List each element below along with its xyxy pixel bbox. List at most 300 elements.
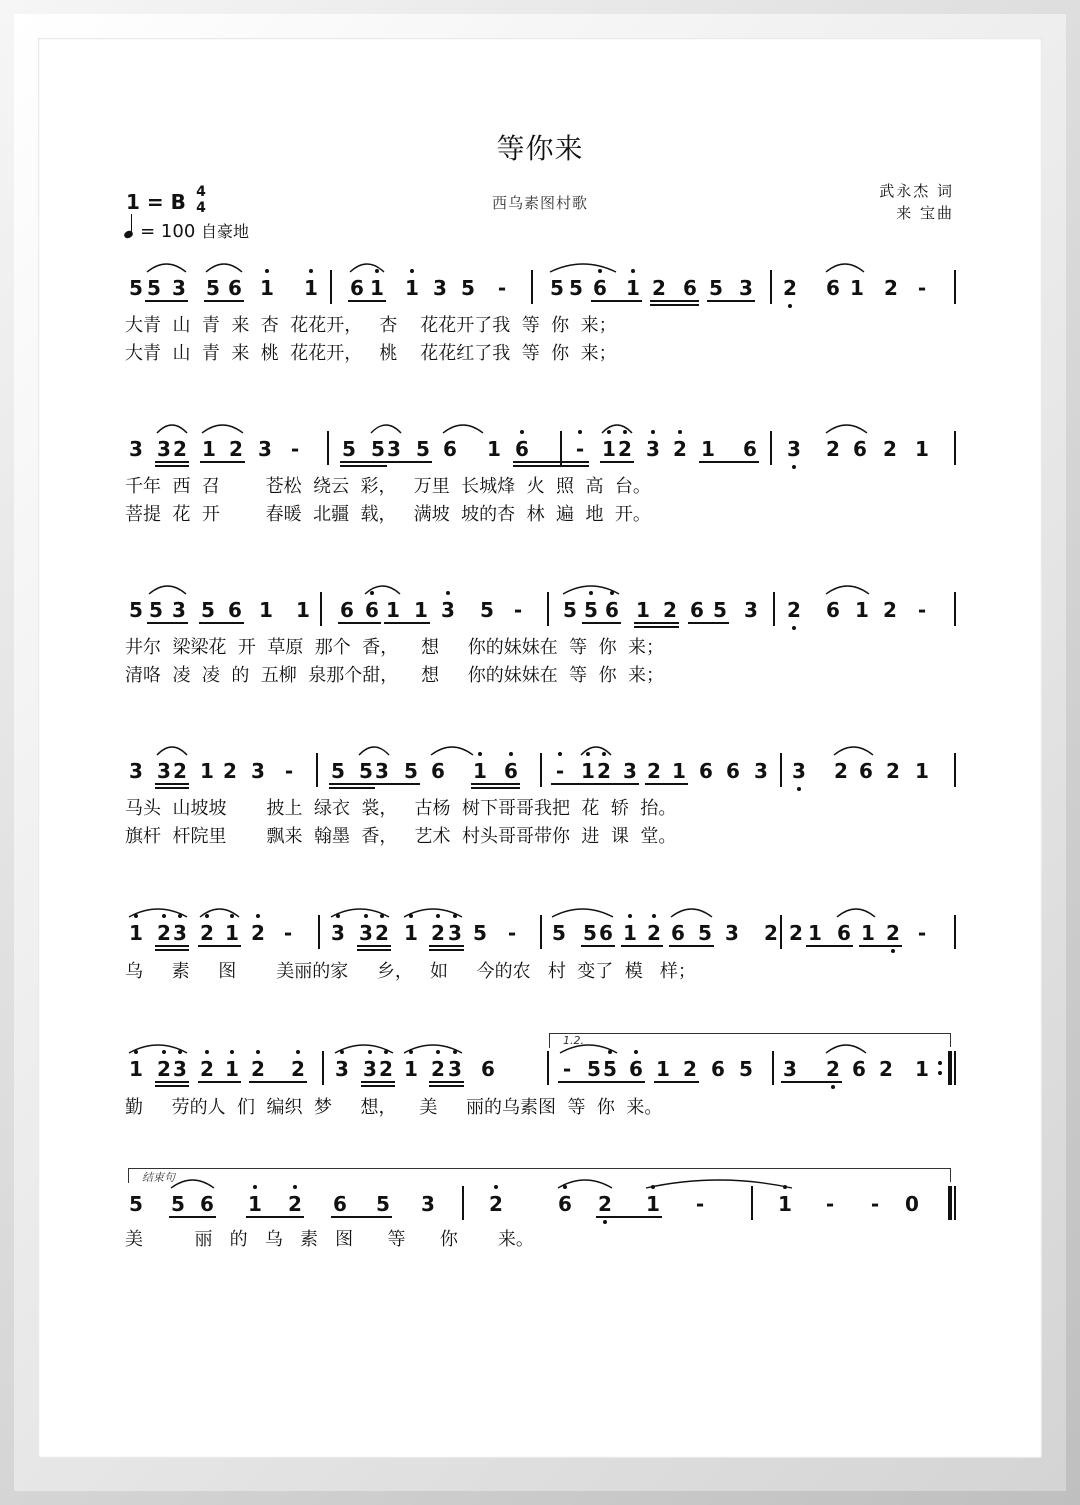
volta-bracket [549, 1033, 951, 1048]
rhythm-underline [429, 949, 464, 951]
lyric-line: 千年 西 召 苍松 绕云 彩， 万里 长城烽 火 照 高 台。 [125, 476, 651, 497]
note: 6 [556, 1192, 574, 1216]
note: 3 [251, 759, 265, 783]
slur-arc [824, 582, 871, 596]
note: 6 [699, 759, 713, 783]
note: 3 [129, 759, 143, 783]
rhythm-underline [338, 622, 381, 624]
note: 6 [599, 921, 613, 945]
note: 6 [826, 276, 840, 300]
barline [954, 753, 956, 787]
rhythm-underline [155, 945, 189, 947]
note: 6 [627, 1057, 645, 1081]
barline [540, 915, 542, 949]
barline [318, 915, 320, 949]
rhythm-underline [645, 783, 688, 785]
note: 2 [487, 1192, 505, 1216]
rhythm-underline [558, 1081, 603, 1083]
note: 6 [200, 1192, 214, 1216]
rhythm-underline [699, 461, 759, 463]
rhythm-underline [591, 300, 642, 302]
note: 2 [429, 921, 447, 945]
note: 1 [296, 598, 310, 622]
note: 5 [359, 759, 373, 783]
barline [954, 431, 956, 465]
rhythm-underline [384, 622, 430, 624]
lyric-line: 大青 山 青 来 桃 花花开， 桃 花花红了我 等 你 来； [125, 343, 617, 364]
rhythm-underline [596, 1216, 662, 1218]
rhythm-underline [669, 945, 714, 947]
high-octave-dot [253, 1185, 257, 1189]
note: - [571, 437, 589, 461]
volta-end [950, 1168, 951, 1182]
high-octave-dot [520, 430, 524, 434]
note: 1 [621, 921, 639, 945]
rhythm-underline [361, 1085, 395, 1087]
barline [751, 1186, 753, 1220]
note: 1 [258, 276, 276, 300]
note: 5 [206, 276, 220, 300]
high-octave-dot [446, 591, 450, 595]
volta-bracket [128, 1168, 951, 1183]
rhythm-underline [348, 300, 386, 302]
note: 3 [623, 759, 637, 783]
high-octave-dot [296, 1050, 300, 1054]
note: 6 [826, 598, 840, 622]
barline [780, 753, 782, 787]
note: 3 [157, 759, 171, 783]
note: - [551, 759, 569, 783]
note: 3 [171, 1057, 189, 1081]
rhythm-underline [331, 1216, 392, 1218]
note: 6 [683, 276, 697, 300]
rhythm-underline [688, 622, 729, 624]
note: 1 [656, 1057, 670, 1081]
note: 5 [416, 437, 430, 461]
note: 1 [861, 921, 875, 945]
note: 3 [739, 276, 753, 300]
note: 2 [595, 759, 613, 783]
note: 1 [624, 276, 642, 300]
note: - [917, 276, 927, 300]
note: 6 [711, 1057, 725, 1081]
high-octave-dot [652, 914, 656, 918]
note: 3 [785, 437, 803, 461]
low-octave-dot [792, 465, 796, 469]
note: 5 [709, 276, 723, 300]
note: 3 [754, 759, 768, 783]
note: 1 [259, 598, 273, 622]
slur-arc [329, 905, 391, 919]
rhythm-underline [249, 1081, 307, 1083]
note: 6 [690, 598, 704, 622]
slur-arc [669, 905, 714, 919]
note: 5 [331, 759, 345, 783]
note: 2 [824, 1057, 842, 1081]
rhythm-underline [373, 783, 420, 785]
note: 5 [171, 1192, 185, 1216]
repeat-dot [938, 1071, 942, 1075]
volta-end [950, 1033, 951, 1047]
note: - [917, 598, 927, 622]
note: 5 [569, 276, 583, 300]
note: 1 [127, 1057, 145, 1081]
composer-credit: 来 宝曲 [896, 204, 954, 222]
note: - [870, 1192, 880, 1216]
note: 1 [302, 276, 320, 300]
note: 1 [579, 759, 597, 783]
rhythm-underline [329, 787, 375, 789]
rhythm-underline [621, 945, 663, 947]
note: 6 [852, 1057, 866, 1081]
high-octave-dot [293, 1185, 297, 1189]
rhythm-underline [357, 945, 391, 947]
rhythm-underline [513, 461, 589, 463]
barline [954, 592, 956, 626]
rhythm-underline [155, 465, 189, 467]
note: 1 [223, 1057, 241, 1081]
barline [547, 1051, 549, 1085]
note: 5 [342, 437, 356, 461]
note: 3 [744, 598, 758, 622]
note: 5 [582, 598, 600, 622]
note: - [562, 1057, 572, 1081]
slur-arc [200, 421, 245, 435]
high-octave-dot [478, 752, 482, 756]
barline [954, 915, 956, 949]
rhythm-underline [600, 461, 634, 463]
note: 1 [127, 921, 145, 945]
barline [547, 592, 549, 626]
high-octave-dot [578, 430, 582, 434]
high-octave-dot [230, 1050, 234, 1054]
rhythm-underline [595, 783, 639, 785]
note: 1 [644, 1192, 662, 1216]
note: 6 [340, 598, 354, 622]
note: 5 [480, 598, 494, 622]
note: 2 [229, 437, 243, 461]
barline [780, 915, 782, 949]
slur-arc [127, 905, 189, 919]
barline [770, 270, 772, 304]
note: 2 [286, 1192, 304, 1216]
rhythm-underline [429, 1081, 464, 1083]
barline [322, 1051, 324, 1085]
note: 6 [481, 1057, 495, 1081]
note: 1 [855, 598, 869, 622]
note: 5 [201, 598, 215, 622]
note: 5 [698, 921, 712, 945]
slur-arc [363, 582, 402, 596]
note: 2 [789, 921, 803, 945]
note: 2 [223, 759, 237, 783]
rhythm-underline [147, 622, 188, 624]
rhythm-underline [806, 945, 853, 947]
note: 2 [249, 1057, 267, 1081]
note: 1 [850, 276, 864, 300]
high-octave-dot [205, 1050, 209, 1054]
note: 1 [487, 437, 501, 461]
note: 2 [883, 598, 897, 622]
note: 2 [884, 276, 898, 300]
note: - [497, 276, 507, 300]
high-octave-dot [494, 1185, 498, 1189]
barline [773, 592, 775, 626]
slur-arc [824, 421, 869, 435]
note: 2 [886, 759, 900, 783]
note: 3 [172, 598, 186, 622]
note: 5 [461, 276, 475, 300]
note: 1 [386, 598, 400, 622]
low-octave-dot [891, 949, 895, 953]
note: 3 [258, 437, 272, 461]
volta-label: 结束句 [142, 1171, 175, 1184]
note: 1 [915, 437, 929, 461]
note: 6 [333, 1192, 347, 1216]
note: 3 [329, 921, 347, 945]
rhythm-underline [198, 1081, 241, 1083]
slur-arc [548, 260, 618, 274]
rhythm-underline [385, 461, 432, 463]
note: - [917, 921, 927, 945]
lyric-line: 乌 素 图 美丽的家 乡， 如 今的农 村 变了 模 样； [125, 961, 696, 982]
note: 1 [223, 921, 241, 945]
note: 6 [853, 437, 867, 461]
note: 2 [596, 1192, 614, 1216]
rhythm-underline [601, 1081, 645, 1083]
note: 2 [826, 437, 840, 461]
rhythm-underline [650, 300, 699, 302]
volta-label: 1.2. [563, 1034, 584, 1047]
slur-arc [147, 582, 188, 596]
note: 5 [129, 1192, 143, 1216]
lyric-line: 菩提 花 开 春暖 北疆 载， 满坡 坡的杏 林 遍 地 开。 [125, 504, 651, 525]
note: 1 [600, 437, 618, 461]
note: 6 [603, 598, 621, 622]
rhythm-underline [340, 465, 387, 467]
slur-arc [579, 743, 613, 757]
note: 1 [202, 437, 216, 461]
low-octave-dot [831, 1085, 835, 1089]
slur-arc [824, 260, 866, 274]
rhythm-underline [155, 461, 189, 463]
rhythm-underline [634, 626, 679, 628]
note: 1 [808, 921, 822, 945]
rhythm-underline [429, 945, 464, 947]
barline [540, 753, 542, 787]
low-octave-dot [603, 1220, 607, 1224]
note: 3 [433, 276, 447, 300]
lyric-line: 大青 山 青 来 杏 花花开， 杏 花花开了我 等 你 来； [125, 315, 617, 336]
barline [954, 1186, 956, 1220]
note: 3 [439, 598, 457, 622]
slur-arc [333, 1041, 395, 1055]
slur-arc [600, 421, 634, 435]
note: 1 [200, 759, 214, 783]
note: 2 [198, 1057, 216, 1081]
note: 3 [171, 921, 189, 945]
note: 2 [834, 759, 848, 783]
note: 3 [446, 921, 464, 945]
note: 6 [591, 276, 609, 300]
rhythm-underline [551, 783, 597, 785]
note: 2 [785, 598, 803, 622]
rhythm-underline [169, 1216, 216, 1218]
slur-arc [204, 260, 244, 274]
rhythm-underline [581, 945, 615, 947]
final-barline [948, 1186, 952, 1220]
slur-arc [429, 743, 475, 757]
rhythm-underline [155, 783, 189, 785]
note: 5 [376, 1192, 390, 1216]
rhythm-underline [145, 300, 188, 302]
barline [462, 1186, 464, 1220]
low-octave-dot [788, 304, 792, 308]
note: 1 [915, 759, 929, 783]
rhythm-underline [513, 465, 589, 467]
note: 5 [129, 598, 143, 622]
note: 1 [776, 1192, 794, 1216]
rhythm-underline [361, 1081, 395, 1083]
note: 2 [249, 921, 267, 945]
note: - [283, 921, 293, 945]
note: 2 [289, 1057, 307, 1081]
note: 2 [645, 921, 663, 945]
note: 5 [129, 276, 143, 300]
note: 1 [403, 276, 421, 300]
rhythm-underline [650, 304, 699, 306]
slur-arc [155, 421, 189, 435]
note: 6 [350, 276, 364, 300]
high-octave-dot [651, 430, 655, 434]
barline [954, 1051, 956, 1085]
slur-arc [198, 905, 241, 919]
high-octave-dot [256, 914, 260, 918]
note: 2 [683, 1057, 697, 1081]
song-title: 等你来 [496, 132, 584, 165]
slur-arc [145, 260, 188, 274]
low-octave-dot [797, 787, 801, 791]
high-octave-dot [678, 430, 682, 434]
high-octave-dot [256, 1050, 260, 1054]
low-octave-dot [792, 626, 796, 630]
note: 1 [701, 437, 715, 461]
note: 6 [743, 437, 757, 461]
song-subtitle: 西乌素图村歌 [491, 194, 588, 212]
note: 1 [368, 276, 386, 300]
note: - [695, 1192, 705, 1216]
high-octave-dot [410, 269, 414, 273]
note: 1 [636, 598, 650, 622]
rhythm-underline [859, 945, 902, 947]
rhythm-underline [471, 787, 520, 789]
note: 5 [713, 598, 727, 622]
rhythm-underline [155, 1081, 189, 1083]
lyric-line: 清咯 凌 凌 的 五柳 泉那个甜， 想 你的妹妹在 等 你 来； [125, 665, 665, 686]
lyric-line: 马头 山坡坡 披上 绿衣 裳， 古杨 树下哥哥我把 花 轿 抬。 [125, 798, 677, 819]
note: 2 [652, 276, 666, 300]
rhythm-underline [634, 622, 679, 624]
note: 2 [883, 437, 897, 461]
rhythm-underline [471, 783, 520, 785]
key-signature: 1 = B [126, 190, 186, 214]
note: 6 [726, 759, 740, 783]
note: 5 [149, 598, 163, 622]
barline [772, 1051, 774, 1085]
note: - [284, 759, 294, 783]
lyric-line: 美 丽 的 乌 素 图 等 你 来。 [125, 1229, 534, 1250]
note: 6 [513, 437, 531, 461]
rhythm-underline [429, 1085, 464, 1087]
barline [954, 270, 956, 304]
note: - [513, 598, 523, 622]
note: - [825, 1192, 835, 1216]
note: 2 [198, 921, 216, 945]
rhythm-underline [155, 787, 189, 789]
barline [560, 431, 562, 465]
barline [316, 753, 318, 787]
high-octave-dot [509, 752, 513, 756]
note: 1 [402, 1057, 420, 1081]
note: 6 [837, 921, 851, 945]
note: 6 [443, 437, 457, 461]
rhythm-underline [198, 945, 241, 947]
rhythm-underline [654, 1081, 699, 1083]
slur-arc [835, 905, 877, 919]
high-octave-dot [634, 1050, 638, 1054]
note: 2 [764, 921, 778, 945]
note: 0 [905, 1192, 919, 1216]
note: 2 [884, 921, 902, 945]
note: 2 [155, 1057, 173, 1081]
time-signature: 4 4 [196, 184, 206, 216]
note: 3 [790, 759, 808, 783]
note: 3 [387, 437, 401, 461]
rhythm-underline [340, 461, 387, 463]
note: 5 [473, 921, 487, 945]
note: 5 [550, 276, 564, 300]
slur-arc [832, 743, 875, 757]
slur-arc [402, 905, 464, 919]
rhythm-underline [246, 1216, 304, 1218]
note: 3 [446, 1057, 464, 1081]
note: 5 [739, 1057, 753, 1081]
note: 2 [155, 921, 173, 945]
slur-arc [402, 1041, 464, 1055]
note: 2 [173, 759, 187, 783]
note: 6 [228, 276, 242, 300]
note: 3 [333, 1057, 351, 1081]
note: 1 [246, 1192, 264, 1216]
barline [330, 270, 332, 304]
note: 2 [377, 1057, 395, 1081]
rhythm-underline [155, 949, 189, 951]
rhythm-underline [199, 622, 244, 624]
barline [531, 270, 533, 304]
note: 1 [672, 759, 686, 783]
note: 5 [552, 921, 566, 945]
note: 6 [671, 921, 685, 945]
note: 3 [644, 437, 662, 461]
note: 3 [172, 276, 186, 300]
rhythm-underline [357, 949, 391, 951]
slur-arc [369, 421, 403, 435]
note: 3 [129, 437, 143, 461]
note: 5 [371, 437, 385, 461]
rhythm-underline [204, 300, 244, 302]
note: 6 [363, 598, 381, 622]
lyricist-credit: 武永杰 词 [879, 182, 954, 200]
